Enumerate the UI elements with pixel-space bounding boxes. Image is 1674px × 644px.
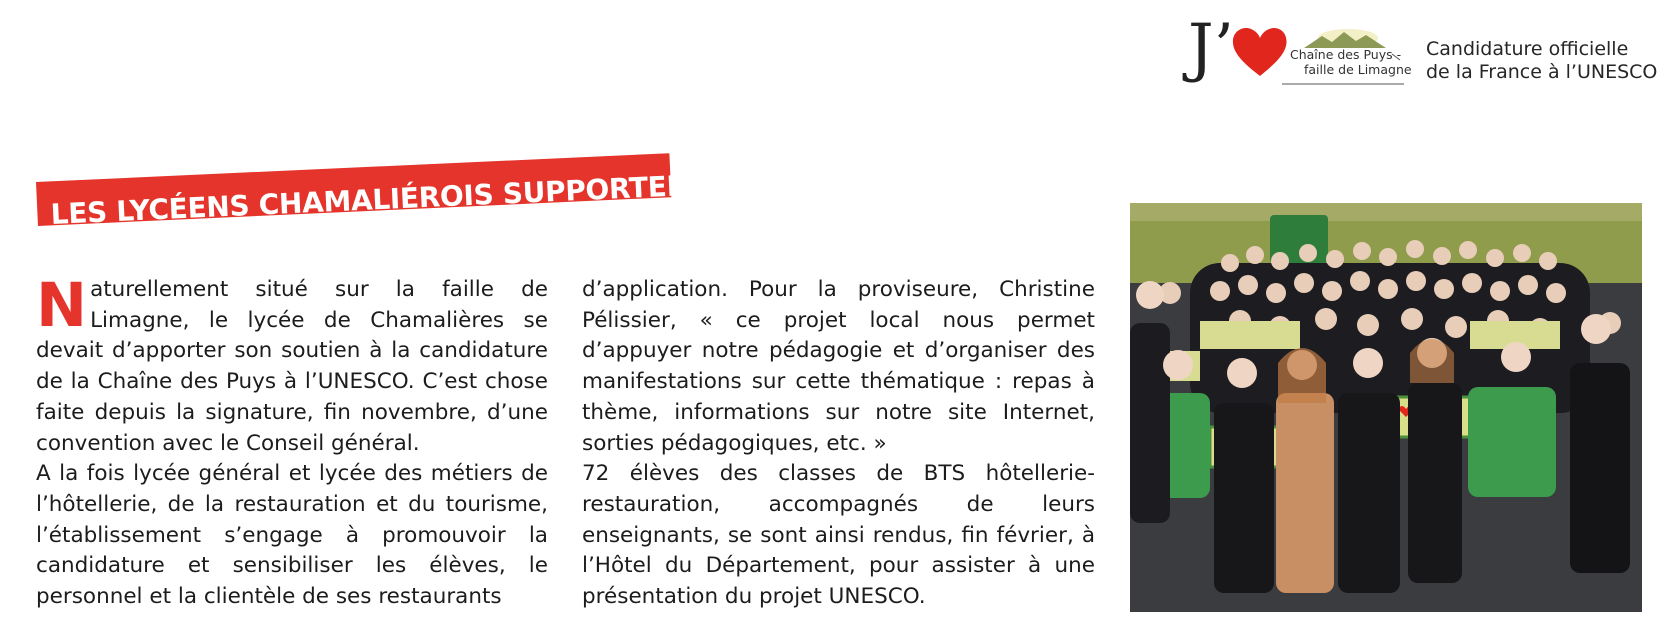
logo-name-line1: Chaîne des Puys - [1290, 47, 1402, 62]
group-photo [1130, 203, 1642, 612]
tagline-line1: Candidature officielle [1426, 38, 1629, 60]
drop-cap: N [36, 270, 88, 341]
logo-name-line2: faille de Limagne [1304, 62, 1412, 77]
article-column-1 [36, 270, 548, 613]
logo-letter: J’ [1188, 11, 1234, 85]
paragraph-2: A la fois lycée général et lycée des métiers de l’hôtellerie, de la restauration et du tourisme, l’établissement s’engage à promouvoir la candidature et sensibiliser les élèves, le personnel et la clientèle de ses restaurants [36, 461, 548, 610]
tagline-line2: de la France à l’UNESCO [1426, 61, 1658, 83]
article-column-2 [582, 275, 1095, 613]
jaime-chaine-des-puys-logo [1188, 11, 1658, 94]
heart-icon [1230, 24, 1290, 80]
paragraph-1-text: aturellement situé sur la faille de Limagne, le lycée de Chamalières se devait d’apporter son soutien à la candidature de la Chaîne des Puys à l’UNESCO. C’est chose faite depuis la signature, fin novembre, d’une convention avec le Conseil général. [36, 277, 548, 456]
paragraph-2-continued: d’application. Pour la proviseure, Christine Pélissier, « ce projet local nous permet d’appuyer notre pédagogie et d’organiser des manifestations sur cette thématique : repas à thème, informations sur notre site Internet, sorties pédagogiques, etc. » [582, 277, 1095, 456]
group-photo-illustration [1130, 203, 1642, 612]
article-title: LES LYCÉENS CHAMALIÉROIS SUPPORTERS [50, 168, 709, 231]
paragraph-1 [36, 270, 548, 459]
paragraph-3: 72 élèves des classes de BTS hôtellerie-restauration, accompagnés de leurs enseignants, se sont ainsi rendus, fin février, à l’Hôtel du Département, pour assister à une présentation du projet UNESCO. [582, 461, 1095, 610]
